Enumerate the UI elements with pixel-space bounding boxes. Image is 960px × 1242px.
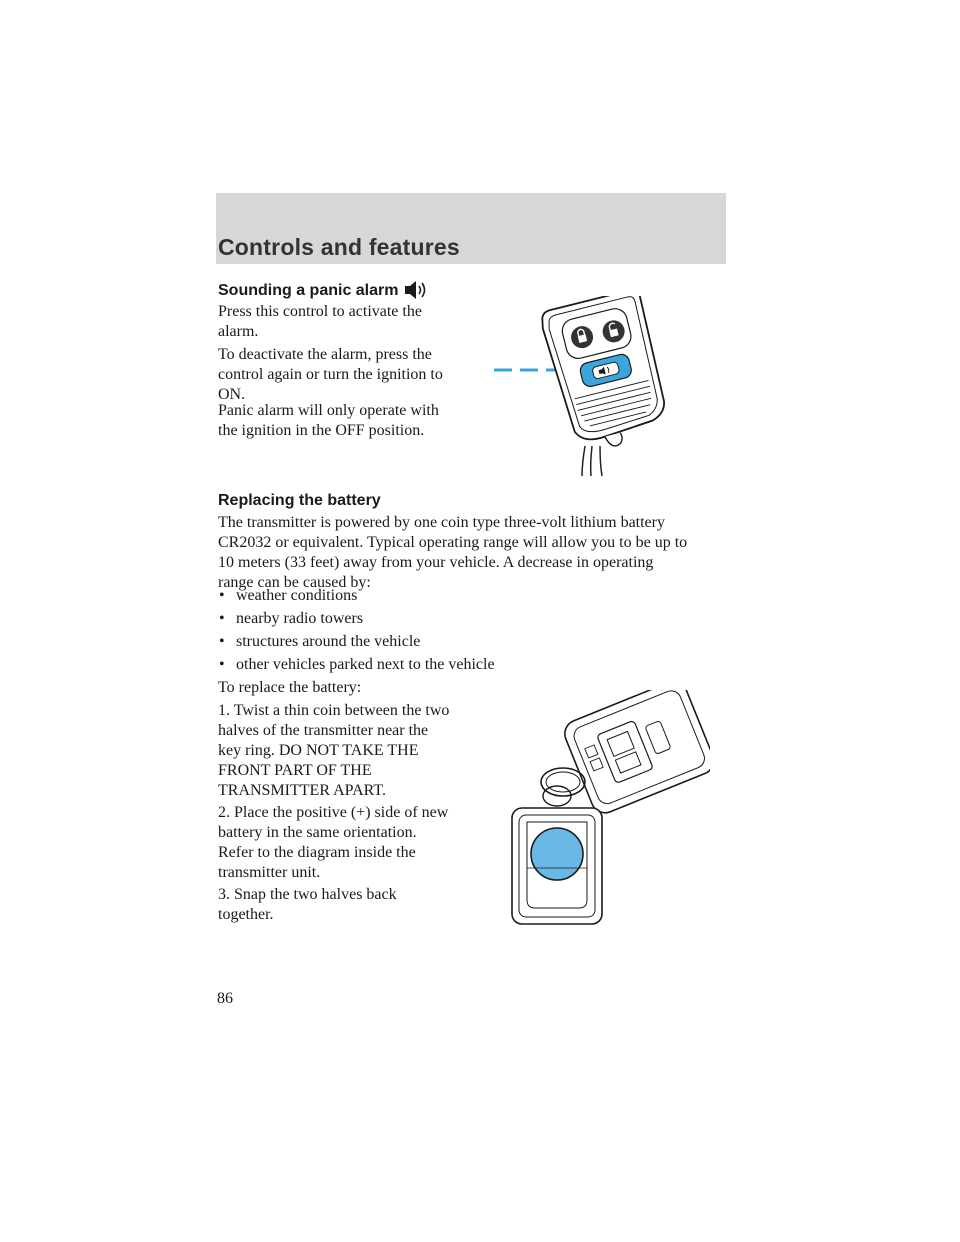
page-number: 86 — [217, 990, 233, 1007]
key-fob-illustration — [490, 296, 690, 478]
replace-intro: To replace the battery: — [218, 679, 362, 696]
replacing-battery-heading: Replacing the battery — [218, 492, 381, 509]
panic-paragraph-3: Panic alarm will only operate with the ignition in the OFF position. — [218, 402, 439, 439]
battery-intro-paragraph: The transmitter is powered by one coin type three-volt lithium battery CR2032 or equivalent. Typical operating range will allow you to be up to 10 meters (33 feet) away from your vehicle. A decrease in operating range can be caused by: — [218, 514, 688, 591]
panic-paragraph-2: To deactivate the alarm, press the control again or turn the ignition to ON. — [218, 346, 443, 403]
list-item: • weather conditions — [219, 587, 358, 604]
panic-alarm-heading: Sounding a panic alarm — [218, 282, 399, 299]
speaker-icon — [404, 280, 430, 300]
panic-paragraph-1: Press this control to activate the alarm. — [218, 303, 422, 340]
list-item: • other vehicles parked next to the vehicle — [219, 656, 495, 673]
page-title: Controls and features — [218, 234, 460, 260]
list-item: • nearby radio towers — [219, 610, 364, 627]
battery-icon — [531, 828, 583, 880]
list-item: • structures around the vehicle — [219, 633, 421, 650]
transmitter-halves-illustration — [505, 690, 710, 930]
step-2-paragraph: 2. Place the positive (+) side of new battery in the same orientation. Refer to the diagram inside the transmitter unit. — [218, 804, 449, 881]
step-3-paragraph: 3. Snap the two halves back together. — [218, 886, 397, 923]
step-1-paragraph: 1. Twist a thin coin between the two halves of the transmitter near the key ring. DO NOT TAKE THE FRONT PART OF THE TRANSMITTER APART. — [218, 702, 450, 799]
